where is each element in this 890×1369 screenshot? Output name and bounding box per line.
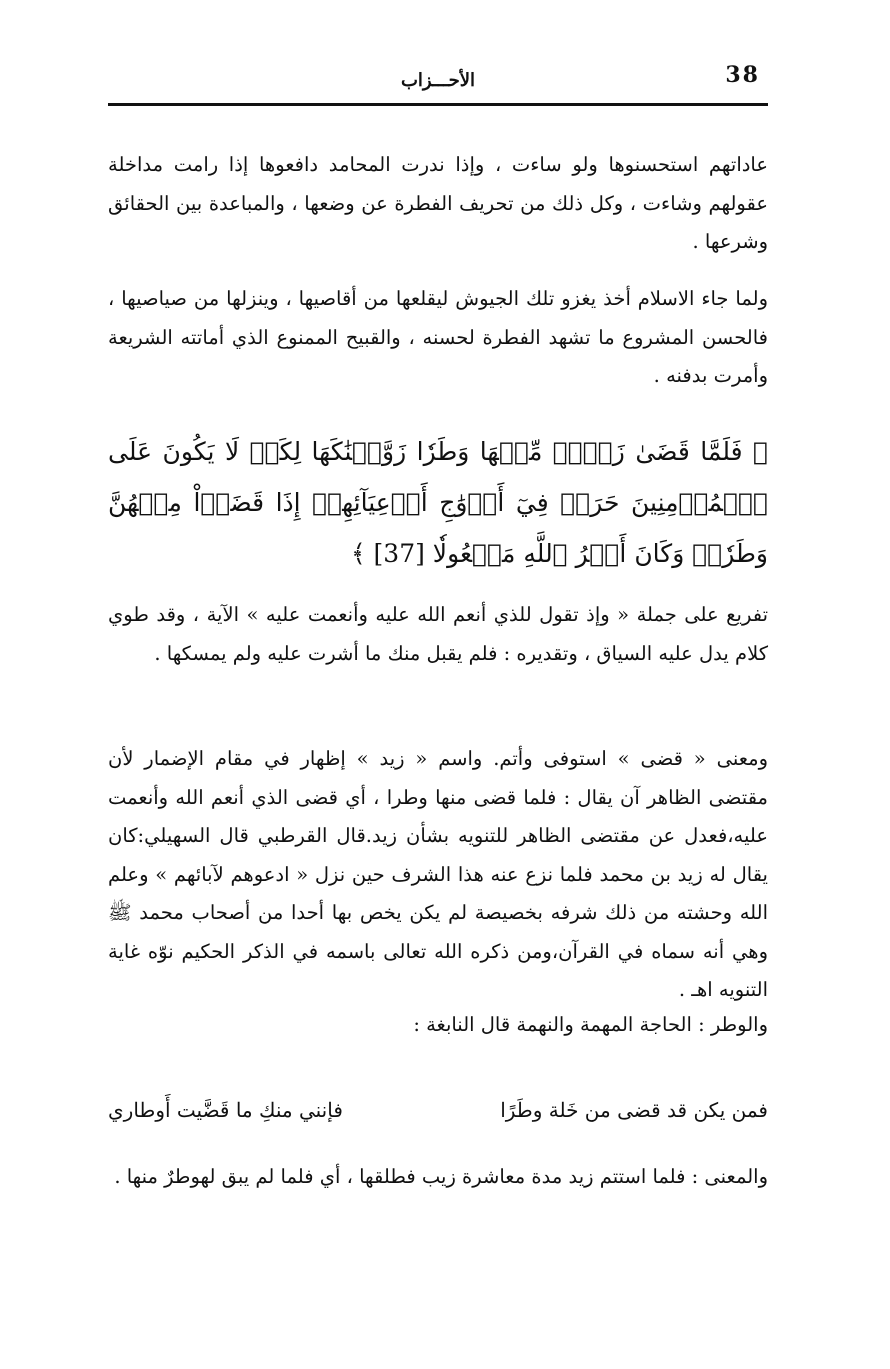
poem-hemistich-second: فإنني منكِ ما قَضَّيت أَوطاري <box>108 1098 343 1122</box>
poem-line <box>108 1090 768 1130</box>
paragraph-3: تفريع على جملة « وإذ تقول للذي أنعم الله عليه وأنعمت عليه » الآية ، وقد طوي كلام يدل عليه السياق ، وتقديره : فلم يقبل منك ما أشرت عليه ولم يمسكها . <box>108 603 768 665</box>
quran-verse: ﴿ فَلَمَّا قَضَىٰ زَيۡدٞ مِّنۡهَا وَطَرٗا زَوَّجۡنَٰكَهَا لِكَيۡ لَا يَكُونَ عَلَى ٱلۡمُؤۡمِنِينَ حَرَجٞ فِيٓ أَزۡوَٰجِ أَدۡعِيَآئِهِمۡ إِذَا قَضَوۡاْ مِنۡهُنَّ وَطَرٗاۚ وَكَانَ أَمۡرُ ٱللَّهِ مَفۡعُولٗا [37] ﴾ <box>108 437 768 568</box>
page-number: 38 <box>725 62 760 88</box>
poem-hemistich-first: فمن يكن قد قضى من خَلة وطَرًا <box>500 1098 768 1122</box>
paragraph-5: والوطر : الحاجة المهمة والنهمة قال النابغة : <box>413 1013 768 1036</box>
page-header <box>108 58 768 102</box>
paragraph-6: والمعنى : فلما استتم زيد مدة معاشرة زيب فطلقها ، أي فلما لم يبق لهوطرٌ منها . <box>114 1165 768 1188</box>
paragraph-4: ومعنى « قضى » استوفى وأتم. واسم « زيد » إظهار في مقام الإضمار لأن مقتضى الظاهر آن يقال : فلما قضى منها وطرا ، أي قضى الذي أنعم الله وأنعمت عليه،فعدل عن مقتضى الظاهر للتنويه بشأن زيد.قال القرطبي قال السهيلي:كان يقال له زيد بن محمد فلما نزع عنه هذا الشرف حين نزل « ادعوهم لآبائهم » وعلم الله وحشته من ذلك شرفه بخصيصة لم يكن يخص بها أحدا من أصحاب محمد ﷺ وهي أنه سماه في القرآن،ومن ذكره الله تعالى باسمه في الذكر الحكيم نوّه غاية التنويه اهـ . <box>108 747 768 1001</box>
header-rule <box>108 103 768 106</box>
paragraph-1: عاداتهم استحسنوها ولو ساءت ، وإذا ندرت المحامد دافعوها إذا رامت مداخلة عقولهم وشاءت ، وكل ذلك من تحريف الفطرة عن وضعها ، والمباعدة بين الحقائق وشرعها . <box>108 153 768 253</box>
paragraph-2: ولما جاء الاسلام أخذ يغزو تلك الجيوش ليقلعها من أقاصيها ، وينزلها من صياصيها ، فالحسن المشروع ما تشهد الفطرة لحسنه ، والقبيح الممنوع الذي أماتته الشريعة وأمرت بدفنه . <box>108 287 768 387</box>
running-title: الأحـــزاب <box>400 70 476 91</box>
